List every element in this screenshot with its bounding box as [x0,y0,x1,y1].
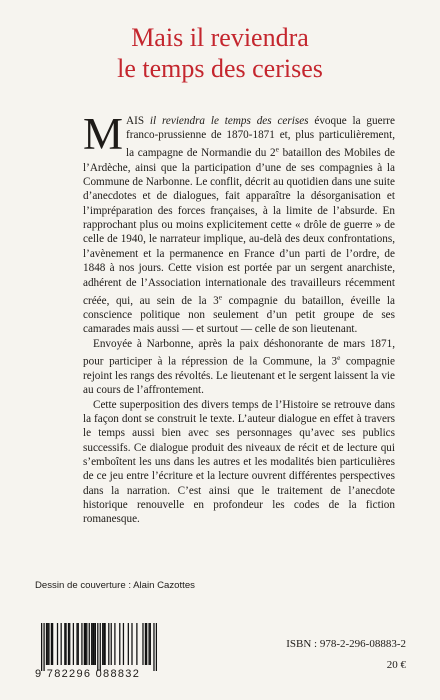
isbn: ISBN : 978-2-296-08883-2 [286,638,406,650]
barcode-bar [142,623,143,665]
barcode-bar [128,623,129,665]
blurb-lead: AIS [126,115,150,127]
barcode-bar [131,623,132,665]
barcode-bar [104,623,105,665]
barcode-bar [64,623,65,665]
book-title [0,22,440,84]
barcode-bar [78,623,79,665]
barcode-bar [94,623,95,665]
blurb-text [83,109,396,527]
blurb-paragraph-1 [83,109,395,337]
barcode-bar [100,623,101,671]
drop-cap: M [83,109,124,159]
barcode-bar [136,623,137,665]
barcode-bar [85,623,86,665]
barcode-bar [86,623,87,665]
barcode-bar [146,623,147,665]
barcode-bar [123,623,124,665]
title-line-1: Mais il reviendra [131,23,309,52]
blurb-paragraph-3: Cette superposition des divers temps de l’Histoire se retrouve dans la façon dont se construit le texte. L’auteur dialogue en effet à travers le temps aussi bien avec ses personnages qu’avec ses publics successifs. Ce dialogue produit des niveaux de récit et de lecture qui s’emboîtent les uns dans les autres et les modalités bien particulières de ce jeu entre l’écriture et la lecture ouvrent différentes perspectives dans la narration. C’est ainsi que le traitement de l’anecdote historique renouvelle en profondeur les codes de la fiction romanesque. [83,398,395,526]
barcode-bar [41,623,42,671]
barcode-bar [148,623,149,665]
barcode-bar [65,623,66,665]
barcode-bar [43,623,44,671]
barcode-bar [145,623,146,665]
barcode-bar [52,623,53,665]
blurb-p1-text: évoque la guerre franco-prussienne de 1870-1871 et, plus particulièrement, la campagne de Normandie du 2e bataillon des Mobiles de l’Ardèche, ainsi que la participation d’une de ses compagnies à la Commune de Narbonne. Le conflit, décrit au quotidien dans une suite d’anecdotes et de dialogues, fait apparaître la désorganisation et l’impréparation des forces françaises, à la limite de l’absurde. En rapprochant plus ou moins explicitement cette « drôle de guerre » de celle de 1940, le narrateur implique, au-delà des deux confrontations, l’avènement et la permanence en France d’un parti de l’ordre, de 1848 à nos jours. Cette vision est portée par un sergent anarchiste, adhérent de l’Association internationale des travailleurs récemment créée, qui, au sein de la 3e compagnie du bataillon, éveille la conscience politique non seulement d’un petit groupe de ses camarades mais aussi — et surtout — celle de son lieutenant. [83,115,395,336]
barcode-bar [95,623,96,665]
barcode-bar [47,623,48,665]
barcode-bar [46,623,47,665]
blurb-italic-title: il reviendra le temps des cerises [149,115,309,127]
barcode-bar [114,623,115,665]
barcode-digits: 9 782296 088832 [35,668,141,680]
barcode-bar [57,623,58,665]
price: 20 € [386,659,406,671]
barcode-bar [68,623,69,665]
barcode-bar [111,623,112,665]
cover-credit: Dessin de couverture : Alain Cazottes [35,580,195,591]
barcode-bar [73,623,74,665]
barcode [35,623,160,681]
barcode-bar [97,623,98,671]
barcode-bar [76,623,77,665]
barcode-bar [153,623,154,671]
title-line-2: le temps des cerises [117,54,323,83]
barcode-bar [61,623,62,665]
barcode-bar [81,623,82,665]
barcode-bar [108,623,109,665]
barcode-bar [91,623,92,665]
blurb-paragraph-2: Envoyée à Narbonne, après la paix déshonorante de mars 1871, pour participer à la répression de la Commune, la 3e compagnie rejoint les rangs des révoltés. Le lieutenant et le sergent laissent la vie au cours de l’affrontement. [83,337,396,397]
barcode-bar [48,623,49,665]
barcode-bar [119,623,120,665]
barcode-bar [156,623,157,671]
barcode-bar [89,623,90,665]
barcode-bar [84,623,85,665]
barcode-bars [41,623,157,671]
barcode-bar [103,623,104,665]
barcode-bar [92,623,93,665]
barcode-bar [102,623,103,665]
barcode-bar [69,623,70,665]
barcode-bar [150,623,151,665]
barcode-bar [51,623,52,665]
